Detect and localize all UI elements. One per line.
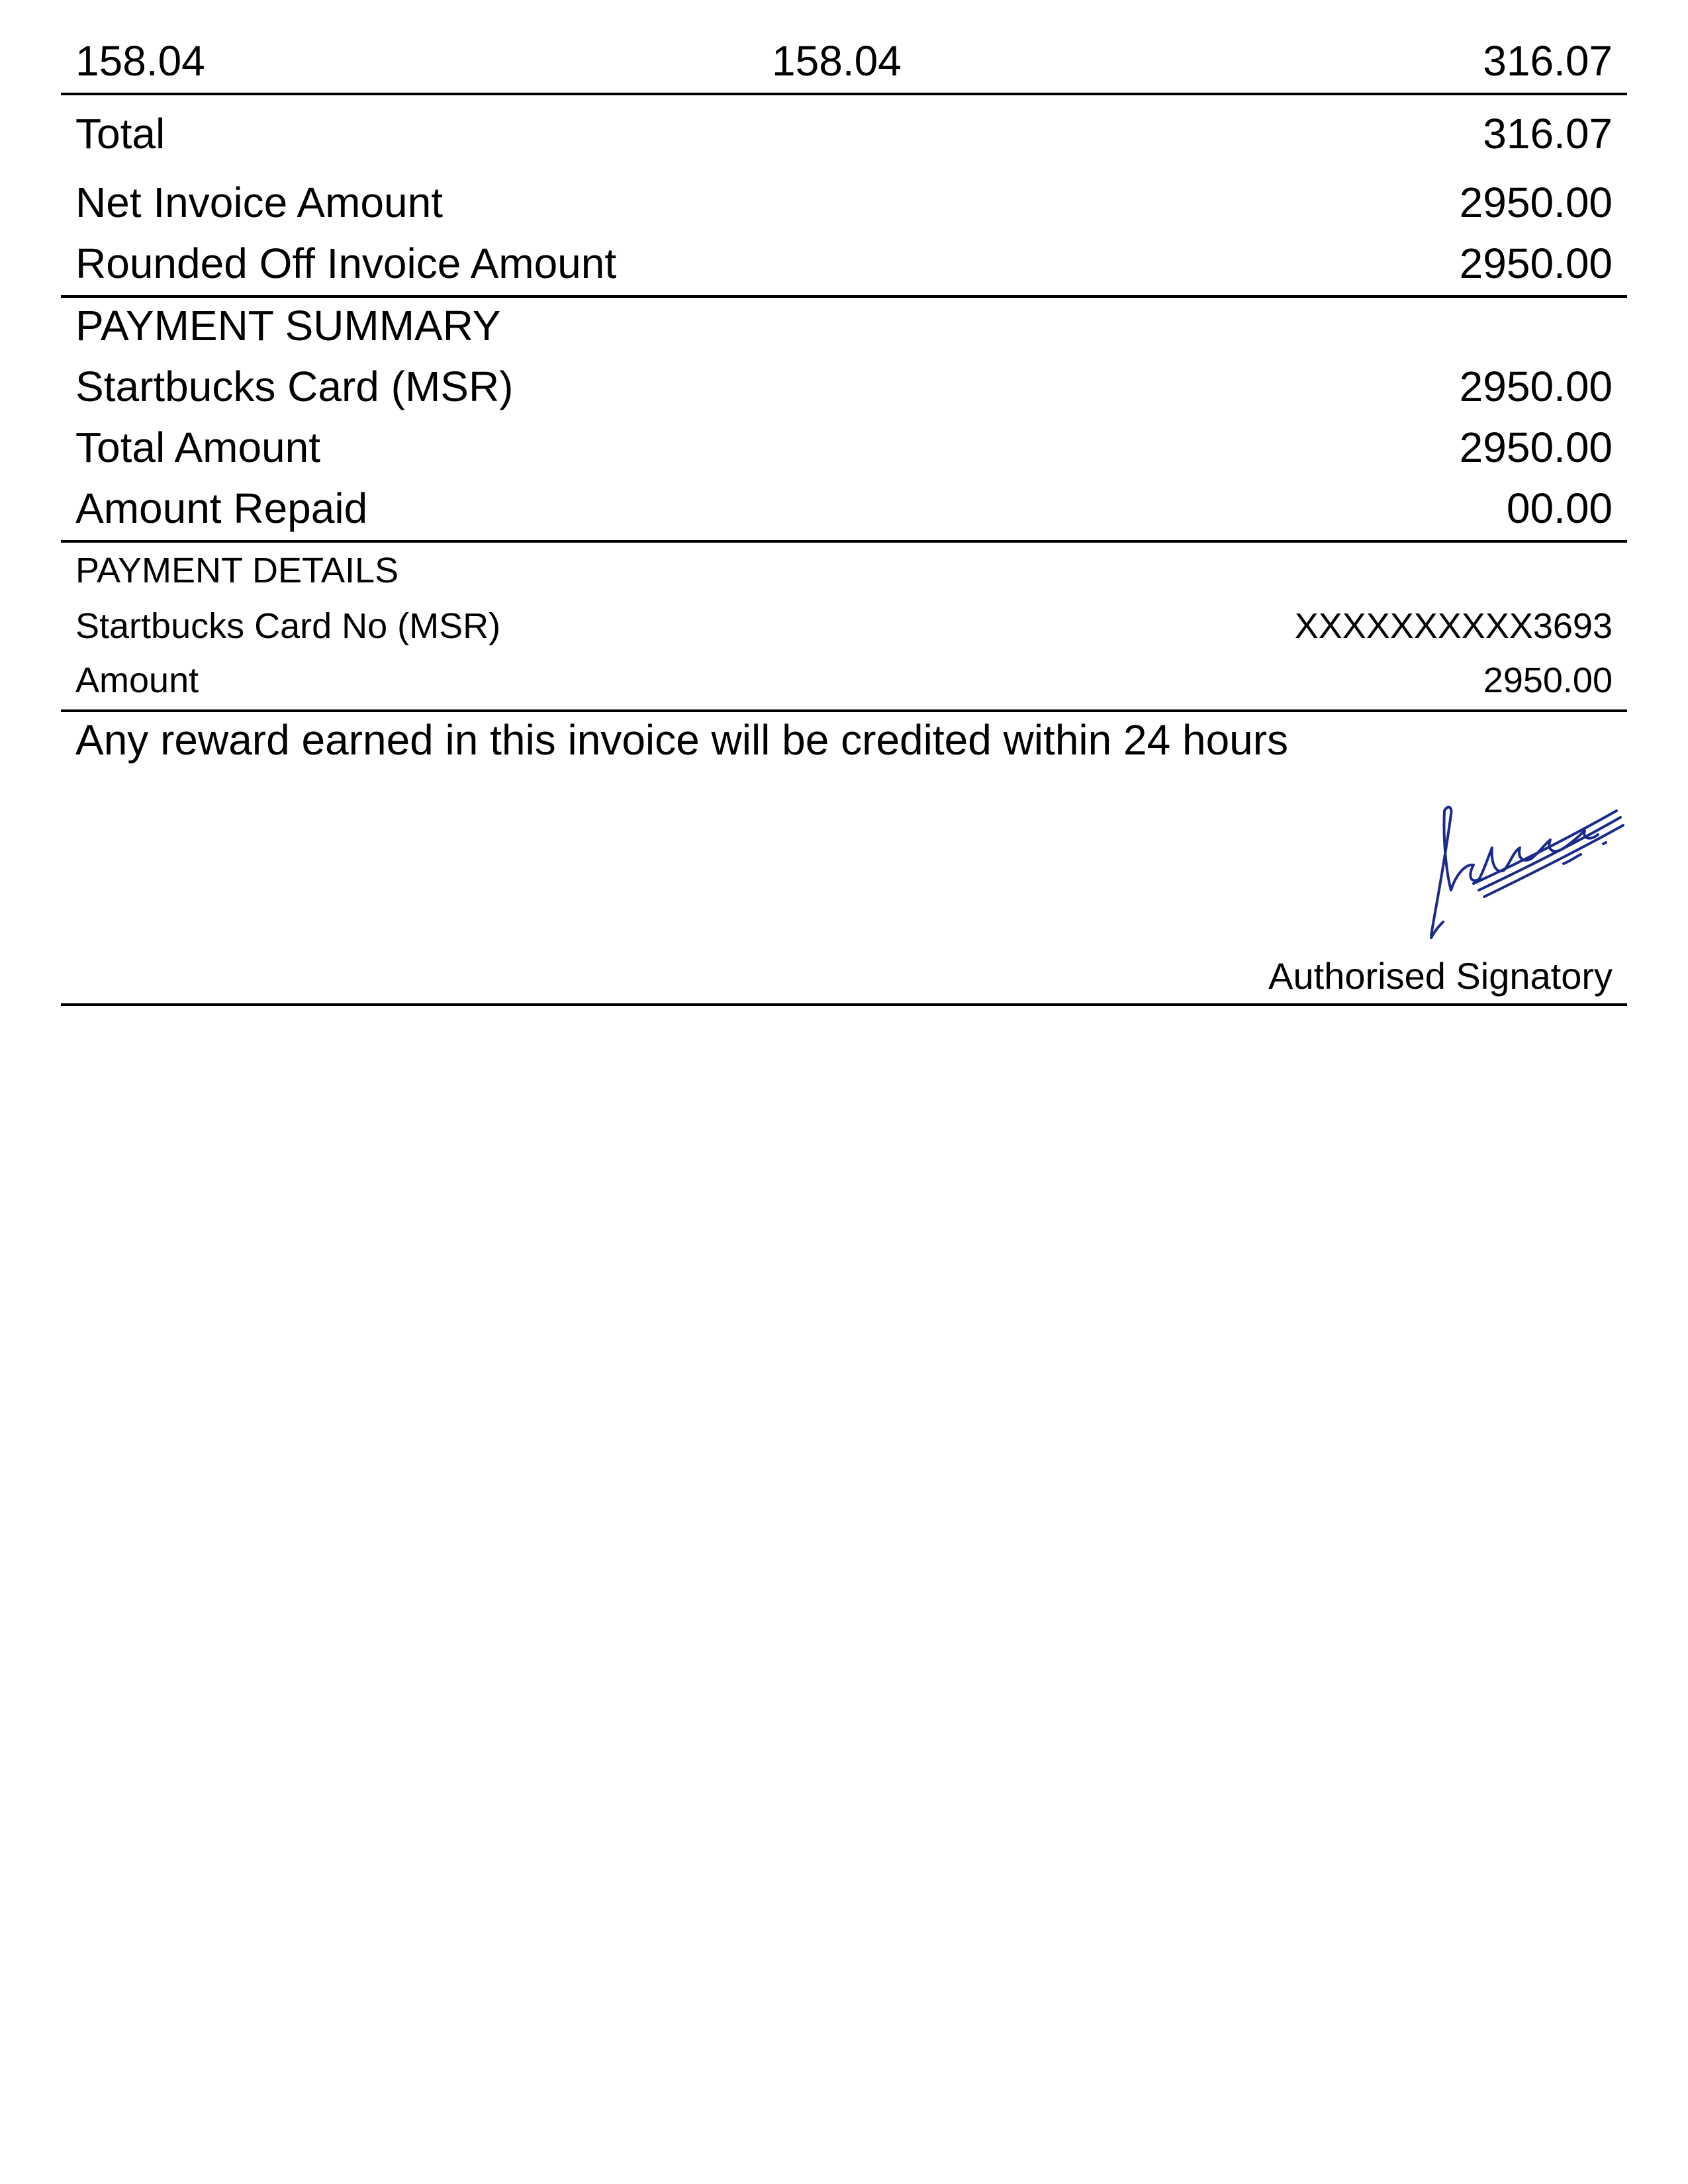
divider bbox=[61, 1003, 1627, 1006]
reward-note: Any reward earned in this invoice will be credited within 24 hours bbox=[75, 716, 1289, 764]
summary-card-row bbox=[61, 360, 1627, 413]
total-value: 316.07 bbox=[1483, 110, 1613, 158]
summary-repaid-row bbox=[61, 482, 1627, 535]
rounded-invoice-label: Rounded Off Invoice Amount bbox=[75, 240, 617, 287]
net-invoice-label: Net Invoice Amount bbox=[75, 179, 443, 226]
divider bbox=[61, 295, 1627, 298]
details-card-no-label: Startbucks Card No (MSR) bbox=[75, 606, 501, 646]
payment-summary-heading: PAYMENT SUMMARY bbox=[75, 302, 501, 349]
tax-row-col1: 158.04 bbox=[75, 37, 205, 85]
divider bbox=[61, 709, 1627, 712]
summary-total-value: 2950.00 bbox=[1459, 424, 1613, 471]
summary-total-row bbox=[61, 421, 1627, 474]
details-card-no-value: XXXXXXXXXX3693 bbox=[1294, 606, 1613, 646]
details-amount-label: Amount bbox=[75, 660, 199, 700]
tax-row-col2: 158.04 bbox=[772, 37, 902, 85]
reward-note-row bbox=[61, 713, 1627, 766]
summary-total-label: Total Amount bbox=[75, 424, 320, 471]
payment-details-heading: PAYMENT DETAILS bbox=[75, 551, 399, 590]
rounded-invoice-value: 2950.00 bbox=[1459, 240, 1613, 287]
summary-repaid-value: 00.00 bbox=[1506, 484, 1613, 532]
details-amount-value: 2950.00 bbox=[1483, 660, 1613, 700]
divider bbox=[61, 540, 1627, 543]
net-invoice-row bbox=[61, 176, 1627, 229]
payment-details-heading-row bbox=[61, 544, 1627, 597]
signature-caption: Authorised Signatory bbox=[1268, 955, 1613, 997]
divider bbox=[61, 93, 1627, 95]
signature-image bbox=[1405, 791, 1676, 943]
payment-summary-heading-row bbox=[61, 299, 1627, 352]
signature-strokes bbox=[1431, 807, 1623, 938]
details-amount-row bbox=[61, 654, 1627, 707]
total-row bbox=[61, 107, 1627, 160]
tax-row bbox=[61, 34, 1627, 87]
tax-row-col3: 316.07 bbox=[1483, 37, 1613, 85]
total-label: Total bbox=[75, 110, 165, 158]
summary-card-label: Startbucks Card (MSR) bbox=[75, 363, 514, 410]
summary-card-value: 2950.00 bbox=[1459, 363, 1613, 410]
net-invoice-value: 2950.00 bbox=[1459, 179, 1613, 226]
rounded-invoice-row bbox=[61, 237, 1627, 290]
summary-repaid-label: Amount Repaid bbox=[75, 484, 368, 532]
details-card-no-row bbox=[61, 600, 1627, 653]
